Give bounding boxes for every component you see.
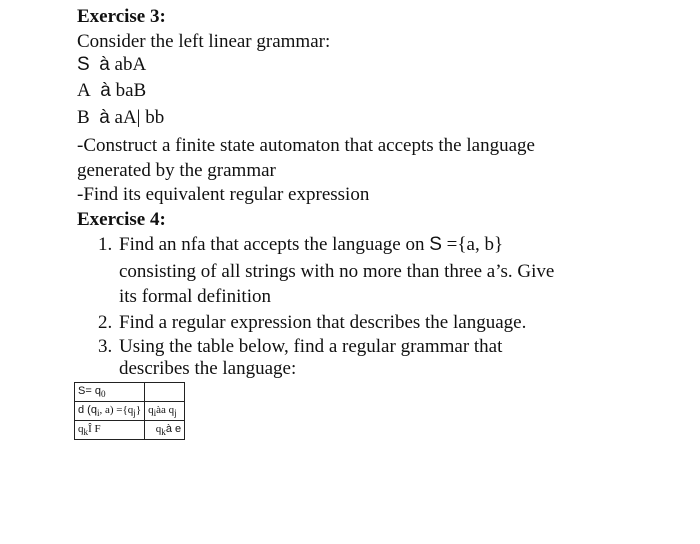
table-row (75, 421, 185, 440)
item1-text-post: ={a, b} (441, 234, 504, 255)
exercise3-task1-line1: -Construct a finite state automaton that accepts the language (77, 135, 535, 156)
grammar-rule-s (77, 54, 146, 76)
table-cell: $q_iàa$ $q_j$ (145, 402, 185, 421)
exercise4-item1-line3: its formal definition (119, 286, 271, 307)
table-cell-empty (145, 383, 185, 402)
table-cell: $q_kà$ e (145, 421, 185, 440)
item-number: 3. (98, 336, 113, 357)
table-cell: d ($q_i$, $a) =\{q_j\}$ (75, 402, 145, 421)
table-row (75, 383, 185, 402)
exercise4-heading: Exercise 4: (77, 209, 166, 230)
exercise3-heading: Exercise 3: (77, 6, 166, 27)
exercise3-intro: Consider the left linear grammar: (77, 31, 331, 52)
exercise4-item3-line2: describes the language: (119, 358, 297, 379)
table-row (75, 402, 185, 421)
rule-lhs: S (77, 54, 90, 75)
item-number: 1. (98, 234, 113, 255)
grammar-rule-a (77, 80, 146, 102)
table-cell: $q_kÎ$ F (75, 421, 145, 440)
exercise4-item3-line1: Using the table below, find a regular grammar that (119, 336, 503, 357)
rule-lhs: A (77, 80, 91, 101)
item-number: 2. (98, 312, 113, 333)
exercise3-task1-line2: generated by the grammar (77, 160, 276, 181)
rule-lhs: B (77, 107, 90, 128)
grammar-rule-b (77, 107, 164, 129)
exercise3-task2: -Find its equivalent regular expression (77, 184, 370, 205)
rule-arrow: à (99, 54, 110, 75)
table-cell: $S= q_0$ (75, 383, 145, 402)
rule-rhs: abA (114, 54, 147, 75)
rule-rhs: aA| bb (114, 107, 165, 128)
rule-arrow: à (100, 80, 111, 101)
rule-rhs: baB (115, 80, 147, 101)
item1-text-pre: Find an nfa that accepts the language on (119, 234, 430, 255)
sigma-symbol: S (429, 234, 442, 255)
transition-table (74, 382, 185, 440)
exercise4-item2-line1: Find a regular expression that describes the language. (119, 312, 527, 333)
rule-arrow: à (99, 107, 110, 128)
exercise4-item1-line1 (119, 234, 503, 256)
exercise4-item1-line2: consisting of all strings with no more than three a’s. Give (119, 261, 555, 282)
